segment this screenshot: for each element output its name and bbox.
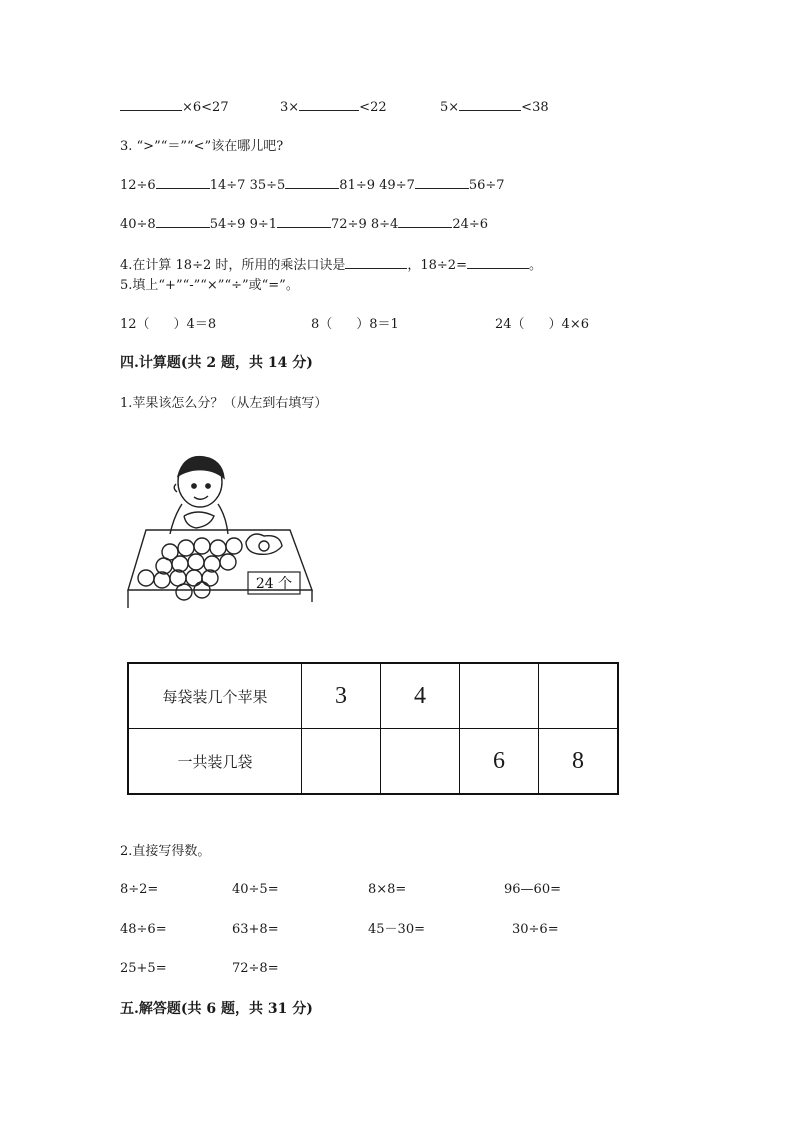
table-cell[interactable] — [460, 663, 539, 729]
row-header-bag-count: 一共装几袋 — [128, 729, 302, 795]
table-cell[interactable] — [381, 729, 460, 795]
answer-blank[interactable] — [459, 98, 521, 111]
calc-item[interactable]: 63+8= — [232, 922, 279, 937]
calc-item[interactable]: 8÷2= — [120, 882, 159, 897]
inequality-c: 5× <38 — [440, 100, 549, 115]
apple-count-label: 24 个 — [255, 576, 293, 592]
inequality-b: 3× <22 — [280, 100, 387, 115]
table-cell[interactable]: 4 — [381, 663, 460, 729]
question-4-1-title: 1.苹果该怎么分？（从左到右填写） — [120, 396, 328, 411]
table-cell[interactable] — [302, 729, 381, 795]
answer-blank[interactable] — [467, 256, 529, 269]
compare-blank[interactable] — [285, 176, 339, 189]
table-row — [128, 663, 618, 729]
compare-blank[interactable] — [398, 215, 452, 228]
calc-item[interactable]: 8×8= — [368, 882, 407, 897]
apple-distribution-table — [127, 662, 619, 795]
table-cell[interactable]: 3 — [302, 663, 381, 729]
compare-row-1: 12÷6 14÷7 35÷5 81÷9 49÷7 56÷7 — [120, 178, 505, 193]
table-cell[interactable]: 8 — [539, 729, 619, 795]
compare-blank[interactable] — [156, 176, 210, 189]
section-4-heading: 四.计算题(共 2 题，共 14 分) — [120, 355, 313, 371]
compare-blank[interactable] — [277, 215, 331, 228]
question-4-2-title: 2.直接写得数。 — [120, 844, 211, 859]
compare-blank[interactable] — [156, 215, 210, 228]
compare-row-2: 40÷8 54÷9 9÷1 72÷9 8÷4 24÷6 — [120, 217, 489, 232]
calc-item[interactable]: 48÷6= — [120, 922, 167, 937]
calc-item[interactable]: 45－30= — [368, 922, 425, 937]
inequality-a: ×6<27 — [120, 98, 229, 117]
row-header-per-bag: 每袋装几个苹果 — [128, 663, 302, 729]
answer-blank[interactable] — [299, 98, 359, 111]
calc-item[interactable]: 40÷5= — [232, 882, 279, 897]
question-5-title: 5.填上“+”“-”“×”“÷”或“=”。 — [120, 278, 299, 293]
boy-apples-drawing — [124, 450, 320, 618]
answer-blank[interactable] — [120, 98, 182, 111]
question-4: 4.在计算 18÷2 时，所用的乘法口诀是 ，18÷2= 。 — [120, 258, 542, 273]
calc-item[interactable]: 96—60= — [504, 882, 561, 897]
table-cell[interactable] — [539, 663, 619, 729]
section-5-heading: 五.解答题(共 6 题，共 31 分) — [120, 1001, 313, 1017]
calc-item[interactable]: 30÷6= — [512, 922, 559, 937]
compare-blank[interactable] — [415, 176, 469, 189]
calc-item[interactable]: 25+5= — [120, 961, 167, 976]
question-3-title: 3. “>”“＝”“<”该在哪儿吧? — [120, 139, 284, 154]
calc-item[interactable]: 72÷8= — [232, 961, 279, 976]
table-row — [128, 729, 618, 795]
table-cell[interactable]: 6 — [460, 729, 539, 795]
boy-with-apples-illustration — [124, 450, 320, 618]
answer-blank[interactable] — [345, 256, 407, 269]
